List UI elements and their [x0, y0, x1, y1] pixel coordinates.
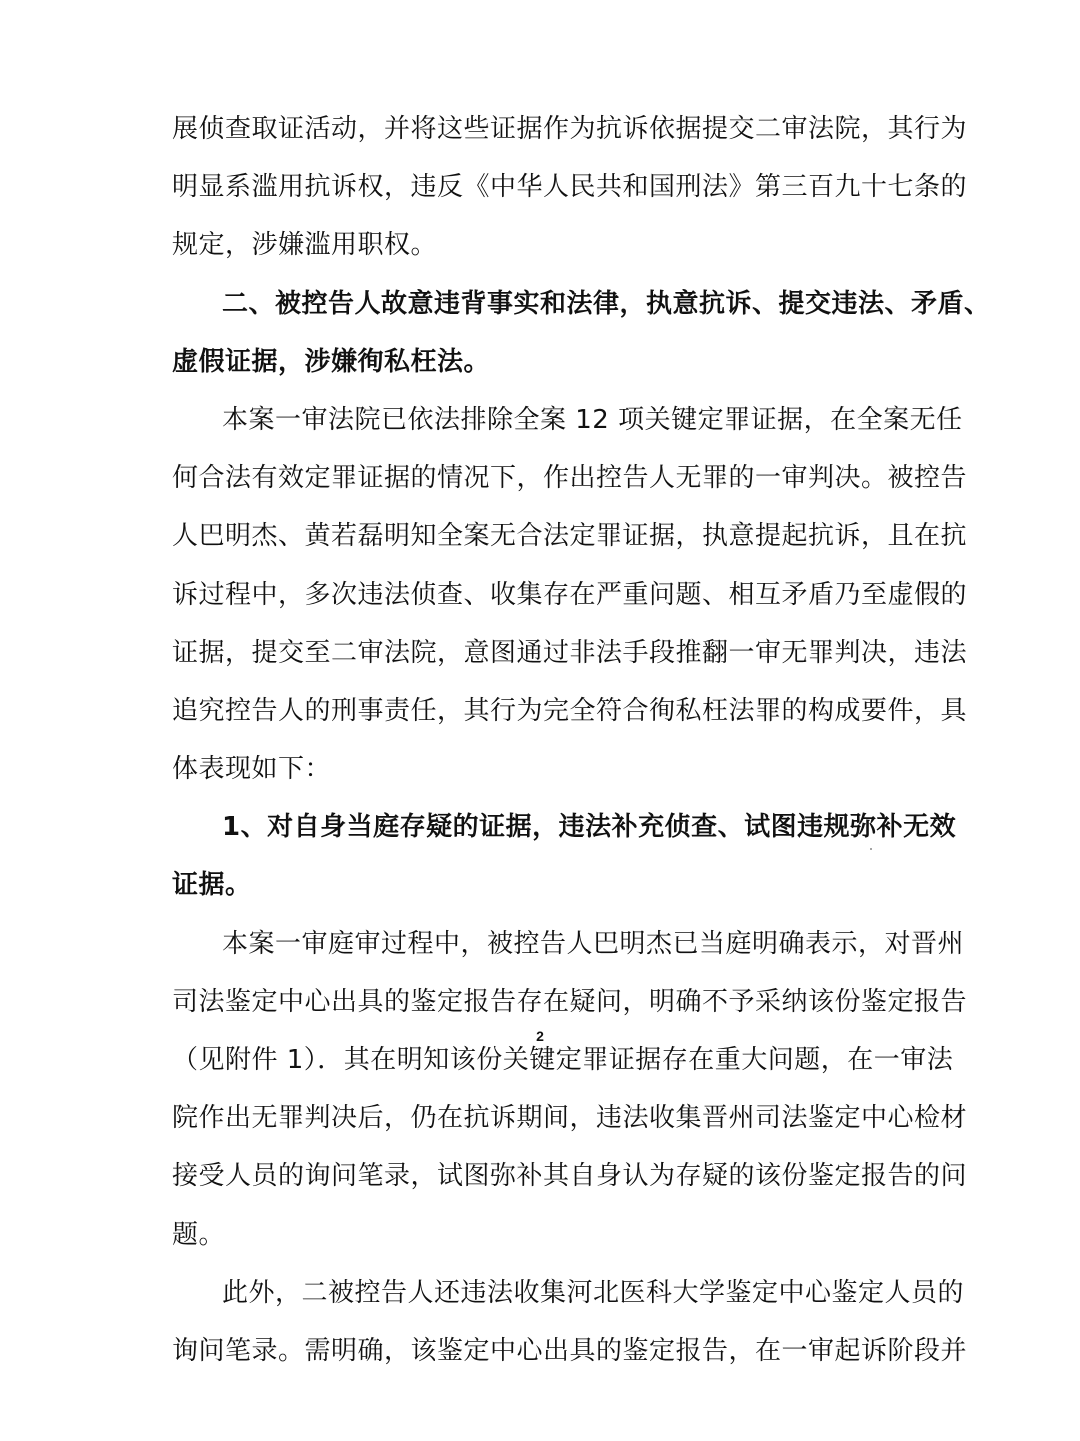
- text-line: 1、对自身当庭存疑的证据，违法补充侦查、试图违规弥补无效: [222, 812, 957, 843]
- text-line: 本案一审庭审过程中，被控告人巴明杰已当庭明确表示，对晋州: [222, 928, 965, 959]
- text-line: 二、被控告人故意违背事实和法律，执意抗诉、提交违法、矛盾、: [222, 288, 991, 319]
- text-line: 明显系滥用抗诉权，违反《中华人民共和国刑法》第三百九十七条的: [172, 172, 968, 203]
- text-line: 接受人员的询问笔录，试图弥补其自身认为存疑的该份鉴定报告的问: [172, 1161, 968, 1192]
- text-line: 本案一审法院已依法排除全案 12 项关键定罪证据，在全案无任: [222, 404, 963, 435]
- text-line: 体表现如下：: [172, 754, 332, 785]
- text-line: 人巴明杰、黄若磊明知全案无合法定罪证据，执意提起抗诉，且在抗: [172, 521, 968, 552]
- document-body: [172, 100, 991, 1380]
- text-line: 规定，涉嫌滥用职权。: [172, 230, 438, 261]
- text-line: 展侦查取证活动，并将这些证据作为抗诉依据提交二审法院，其行为: [172, 114, 968, 144]
- text-line: 诉过程中，多次违法侦查、收集存在严重问题、相互矛盾乃至虚假的: [172, 579, 968, 610]
- text-line: 题。: [172, 1219, 226, 1250]
- text-line: 询问笔录。需明确，该鉴定中心出具的鉴定报告，在一审起诉阶段并: [172, 1335, 968, 1366]
- text-line: 何合法有效定罪证据的情况下，作出控告人无罪的一审判决。被控告: [172, 463, 968, 494]
- scan-speck: [870, 848, 872, 850]
- text-line: 证据，提交至二审法院，意图通过非法手段推翻一审无罪判决，违法: [172, 637, 968, 668]
- text-line: （见附件 1）．其在明知该份关键定罪证据存在重大问题，在一审法: [172, 1045, 954, 1075]
- text-line: 司法鉴定中心出具的鉴定报告存在疑问，明确不予采纳该份鉴定报告: [172, 986, 968, 1017]
- text-line: 追究控告人的刑事责任，其行为完全符合徇私枉法罪的构成要件，具: [172, 695, 968, 726]
- text-line: 院作出无罪判决后，仍在抗诉期间，违法收集晋州司法鉴定中心检材: [172, 1103, 968, 1134]
- text-line: 证据。: [172, 870, 252, 901]
- text-line: 此外，二被控告人还违法收集河北医科大学鉴定中心鉴定人员的: [222, 1277, 965, 1308]
- text-line: 虚假证据，涉嫌徇私枉法。: [172, 346, 491, 377]
- page-number: 2: [536, 1028, 544, 1044]
